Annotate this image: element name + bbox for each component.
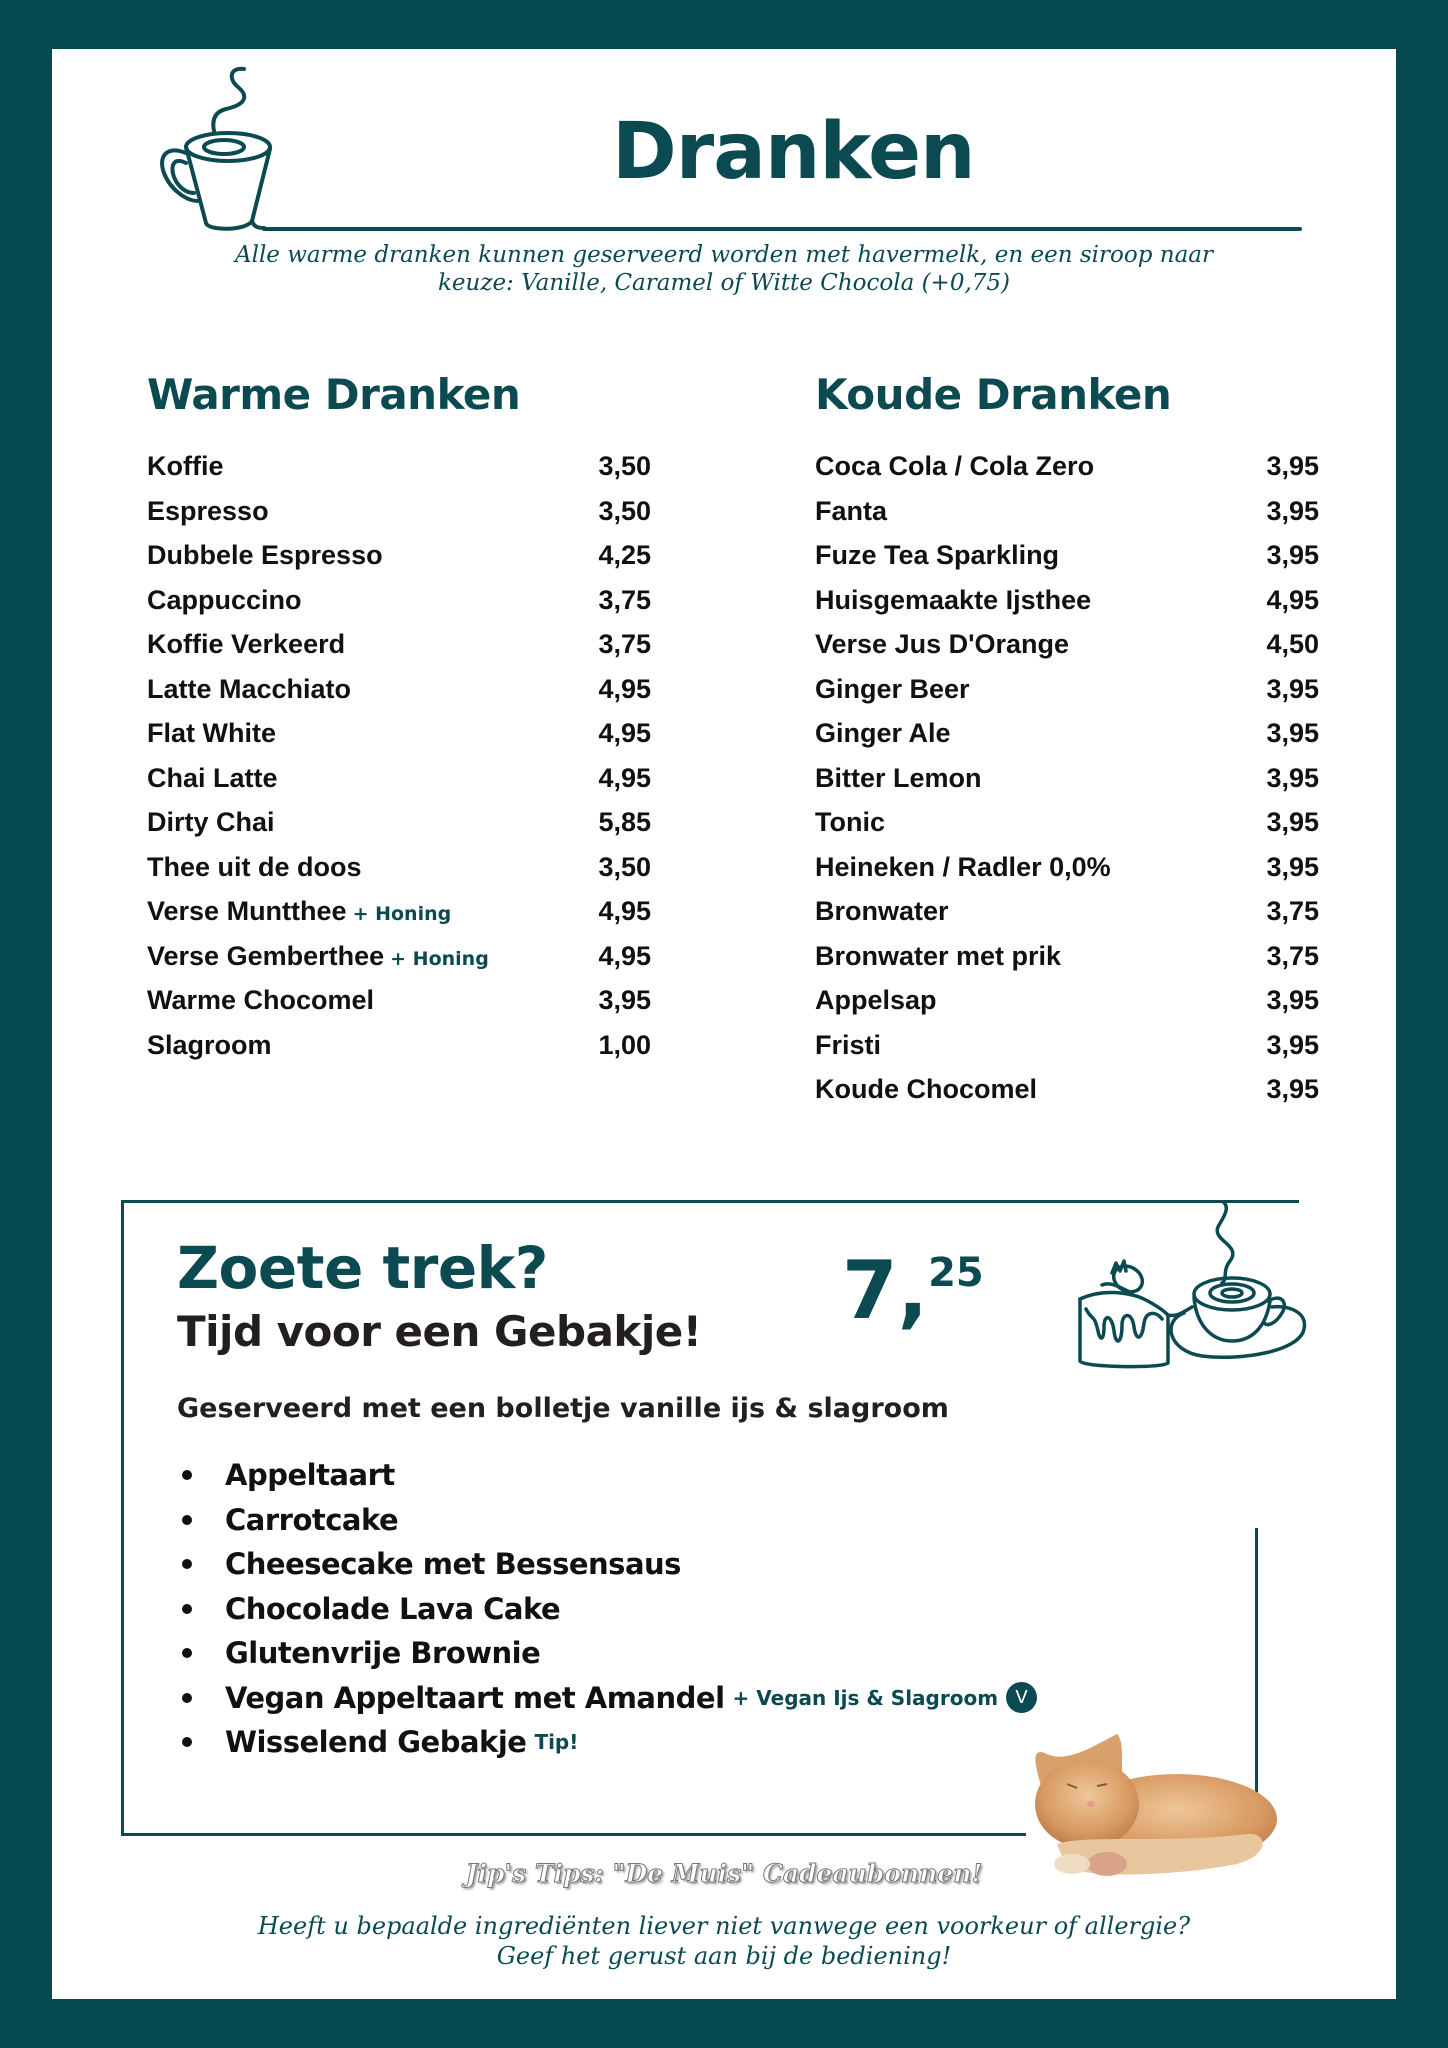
item-price: 3,95: [1266, 851, 1319, 882]
item-price: 3,75: [1266, 940, 1319, 971]
bullet-icon: [182, 1470, 192, 1480]
menu-row: [147, 674, 651, 719]
item-name: Verse Gemberthee: [147, 940, 385, 971]
dessert-box-border-left: [121, 1200, 124, 1836]
item-name: Flat White: [147, 718, 276, 748]
item-price: 3,50: [598, 495, 651, 526]
menu-row: [147, 941, 651, 986]
dessert-name: Glutenvrije Brownie: [225, 1636, 541, 1671]
dessert-name: Appeltaart: [225, 1458, 395, 1493]
dessert-name: Chocolade Lava Cake: [225, 1591, 561, 1626]
menu-row: [147, 763, 651, 808]
allergy-note: [52, 1911, 1396, 1971]
item-name: Bitter Lemon: [815, 762, 982, 793]
item-price: 4,95: [598, 940, 651, 971]
item-price: 4,25: [598, 540, 651, 570]
menu-row: [815, 896, 1319, 941]
allergy-line-1: Heeft u bepaalde ingrediënten liever niet vanwege een voorkeur of allergie?: [257, 1912, 1191, 1940]
item-price: 4,95: [598, 896, 651, 926]
item-name: Koffie Verkeerd: [147, 629, 346, 659]
list-item: [182, 1498, 1037, 1543]
item-price: 1,00: [598, 1029, 651, 1060]
menu-row: [815, 941, 1319, 986]
menu-row: [815, 1030, 1319, 1075]
item-name: Verse Muntthee: [147, 896, 347, 926]
item-price: 4,95: [598, 673, 651, 704]
item-name: Heineken / Radler 0,0%: [815, 851, 1111, 882]
tip-label: Tip!: [534, 1730, 579, 1755]
cake-and-coffee-icon: [1072, 1201, 1372, 1381]
item-price: 3,95: [1266, 762, 1319, 793]
menu-row: [147, 718, 651, 763]
item-name: Thee uit de doos: [147, 851, 362, 882]
item-name: Koude Chocomel: [815, 1074, 1038, 1104]
item-name: Verse Jus D'Orange: [815, 629, 1070, 659]
list-item: [182, 1453, 1037, 1498]
item-name: Koffie: [147, 451, 224, 481]
item-name: Slagroom: [147, 1029, 272, 1060]
menu-row: [147, 985, 651, 1030]
dessert-subheading: Tijd voor een Gebakje!: [177, 1307, 702, 1356]
bullet-icon: [182, 1693, 192, 1703]
item-name: Ginger Beer: [815, 673, 970, 704]
list-item: [182, 1720, 1037, 1765]
menu-row: [815, 674, 1319, 719]
menu-row: [815, 585, 1319, 630]
item-name: Dubbele Espresso: [147, 540, 383, 570]
item-price: 3,95: [1266, 495, 1319, 526]
menu-row: [815, 852, 1319, 897]
item-name: Bronwater: [815, 896, 949, 926]
dessert-list: [182, 1453, 1037, 1765]
menu-row: [815, 985, 1319, 1030]
menu-row: [147, 629, 651, 674]
item-price: 3,95: [598, 985, 651, 1015]
item-price: 3,50: [598, 451, 651, 481]
item-price: 3,95: [1266, 673, 1319, 704]
item-name: Coca Cola / Cola Zero: [815, 451, 1095, 481]
menu-row: [815, 807, 1319, 852]
item-price: 4,95: [598, 762, 651, 793]
menu-row: [147, 852, 651, 897]
menu-row: [147, 1030, 651, 1075]
item-name: Espresso: [147, 495, 269, 526]
oat-milk-syrup-note: [52, 241, 1396, 297]
list-item: [182, 1631, 1037, 1676]
item-price: 3,95: [1266, 451, 1319, 481]
item-name: Latte Macchiato: [147, 673, 352, 704]
item-price: 3,75: [598, 629, 651, 659]
served-with-note: Geserveerd met een bolletje vanille ijs & slagroom: [177, 1393, 949, 1424]
item-price: 3,95: [1266, 1029, 1319, 1060]
menu-row: [147, 540, 651, 585]
bullet-icon: [182, 1515, 192, 1525]
item-addon: + Honing: [352, 903, 452, 925]
menu-row: [147, 807, 651, 852]
warm-drinks-section: [147, 369, 651, 1074]
menu-row: [815, 629, 1319, 674]
item-addon: + Honing: [390, 947, 489, 970]
item-price: 3,50: [598, 851, 651, 882]
section-heading-warm: Warme Dranken: [147, 370, 521, 419]
menu-row: [815, 718, 1319, 763]
dessert-name: Cheesecake met Bessensaus: [225, 1547, 681, 1582]
menu-row: [815, 451, 1319, 496]
bullet-icon: [182, 1648, 192, 1658]
item-name: Chai Latte: [147, 762, 278, 793]
allergy-line-2: Geef het gerust aan bij de bediening!: [496, 1942, 952, 1970]
item-price: 3,95: [1266, 718, 1319, 748]
item-name: Tonic: [815, 807, 885, 837]
dessert-price-int: 7,: [842, 1244, 929, 1337]
section-heading-cold: Koude Dranken: [815, 370, 1172, 419]
menu-row: [147, 496, 651, 541]
item-name: Ginger Ale: [815, 718, 951, 748]
menu-row: [147, 585, 651, 630]
menu-row: [815, 763, 1319, 808]
item-price: 4,50: [1266, 629, 1319, 659]
item-price: 3,95: [1266, 540, 1319, 570]
vegan-badge-icon: V: [1006, 1682, 1037, 1713]
item-name: Warme Chocomel: [147, 985, 375, 1015]
dessert-name: Vegan Appeltaart met Amandel: [225, 1680, 725, 1715]
item-name: Bronwater met prik: [815, 940, 1062, 971]
list-item: [182, 1587, 1037, 1632]
list-item: [182, 1676, 1037, 1721]
menu-row: [815, 1074, 1319, 1119]
menu-row: [147, 896, 651, 941]
item-price: 4,95: [1266, 584, 1319, 615]
menu-page: [52, 49, 1396, 1999]
item-name: Huisgemaakte Ijsthee: [815, 584, 1092, 615]
cold-drinks-section: [815, 369, 1319, 1119]
bullet-icon: [182, 1604, 192, 1614]
menu-row: [147, 451, 651, 496]
bullet-icon: [182, 1559, 192, 1569]
gift-card-tip: Jip's Tips: "De Muis" Cadeaubonnen!: [465, 1859, 983, 1888]
item-price: 3,95: [1266, 807, 1319, 837]
dessert-price-decimal: 25: [928, 1250, 984, 1296]
bullet-icon: [182, 1737, 192, 1747]
item-price: 3,75: [1266, 896, 1319, 926]
page-title: Dranken: [612, 107, 975, 197]
dessert-price: [842, 1244, 984, 1337]
dessert-heading: Zoete trek?: [177, 1234, 548, 1302]
dessert-box-border-bottom: [121, 1833, 1026, 1836]
menu-row: [815, 540, 1319, 585]
item-price: 5,85: [598, 807, 651, 837]
list-item: [182, 1542, 1037, 1587]
dessert-name: Wisselend Gebakje: [225, 1725, 527, 1760]
dessert-addon: + Vegan Ijs & Slagroom: [732, 1685, 999, 1710]
item-name: Fristi: [815, 1029, 882, 1060]
item-name: Dirty Chai: [147, 807, 275, 837]
note-line-1: Alle warme dranken kunnen geserveerd worden met havermelk, en een siroop naar: [234, 242, 1213, 268]
note-line-2: keuze: Vanille, Caramel of Witte Chocola (+0,75): [437, 270, 1011, 296]
item-name: Fuze Tea Sparkling: [815, 540, 1060, 570]
item-price: 4,95: [598, 718, 651, 748]
header-rule: [262, 227, 1302, 231]
item-price: 3,75: [598, 584, 651, 615]
item-price: 3,95: [1266, 985, 1319, 1015]
dessert-name: Carrotcake: [225, 1502, 399, 1537]
menu-row: [815, 496, 1319, 541]
item-name: Fanta: [815, 495, 888, 526]
item-name: Cappuccino: [147, 584, 302, 615]
item-name: Appelsap: [815, 985, 937, 1015]
item-price: 3,95: [1266, 1074, 1319, 1104]
